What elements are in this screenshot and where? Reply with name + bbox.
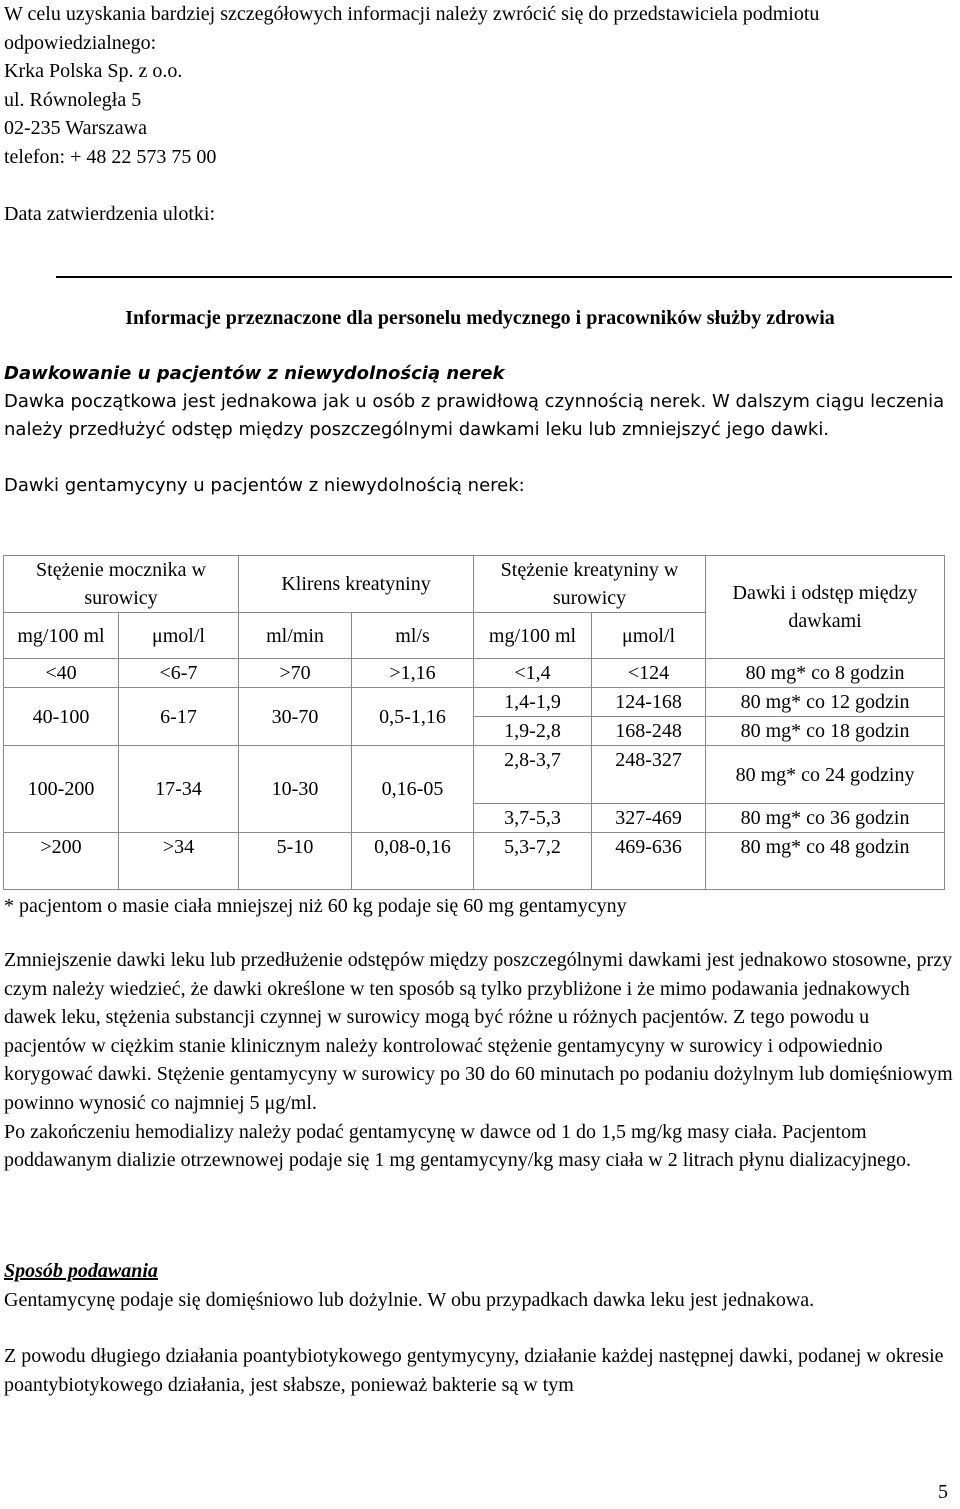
table-cell: 2,8-3,7: [474, 746, 592, 804]
table-cell: 5,3-7,2: [474, 833, 592, 890]
company-street: ul. Równoległa 5: [4, 88, 142, 111]
table-cell: 80 mg* co 36 godzin: [706, 804, 945, 833]
table-cell: 469-636: [592, 833, 706, 890]
administration-paragraph: Gentamycynę podaje się domięśniowo lub dożylnie. W obu przypadkach dawka leku jest jednakowa.: [4, 1288, 815, 1311]
table-caption: Dawki gentamycyny u pacjentów z niewydolnością nerek:: [4, 475, 525, 496]
dose-header: Dawki i odstęp między dawkami: [706, 556, 945, 659]
company-city: 02-235 Warszawa: [4, 117, 147, 140]
table-row: [4, 659, 945, 688]
table-row: [4, 688, 945, 717]
table-cell: 0,08-0,16: [352, 833, 474, 890]
page-number: 5: [938, 1481, 948, 1503]
administration-heading: Sposób podawania: [4, 1260, 158, 1282]
table-cell: 80 mg* co 8 godzin: [706, 659, 945, 688]
paragraphs-block: [4, 946, 954, 1175]
table-cell: 40-100: [4, 688, 119, 746]
table-cell: 80 mg* co 24 godziny: [706, 746, 945, 804]
company-phone: telefon: + 48 22 573 75 00: [4, 145, 217, 168]
table-cell: 168-248: [592, 717, 706, 746]
table-cell: 248-327: [592, 746, 706, 804]
postantibiotic-paragraph: Z powodu długiego działania poantybiotykowego gentymycyny, działanie każdej następnej dawki, podanej w okresie poantybiotykowego działania, jest słabsze, ponieważ bakterie są w tym: [4, 1345, 944, 1396]
table-cell: 80 mg* co 18 godzin: [706, 717, 945, 746]
dialysis-paragraph: Po zakończeniu hemodializy należy podać gentamycynę w dawce od 1 do 1,5 mg/kg masy ciała. Pacjentom poddawanym dializie otrzewnowej podaje się 1 mg gentamycyny/kg masy ciała w 2 litrach płynu dializacyjnego.: [4, 1120, 911, 1172]
table-cell: <1,4: [474, 659, 592, 688]
unit-cell: ml/min: [239, 613, 352, 659]
table-cell: 1,4-1,9: [474, 688, 592, 717]
table-cell: 6-17: [119, 688, 239, 746]
creatinine-header: Stężenie kreatyniny w surowicy: [474, 556, 706, 613]
separator-line: [56, 276, 952, 278]
clearance-header: Klirens kreatyniny: [239, 556, 474, 613]
table-cell: 0,5-1,16: [352, 688, 474, 746]
table-cell: 327-469: [592, 804, 706, 833]
table-row: [4, 833, 945, 890]
renal-section: [4, 360, 954, 500]
dose-table: [3, 555, 945, 890]
table-cell: 10-30: [239, 746, 352, 833]
section-title: Informacje przeznaczone dla personelu medycznego i pracowników służby zdrowia: [125, 307, 835, 329]
table-cell: >200: [4, 833, 119, 890]
renal-heading: Dawkowanie u pacjentów z niewydolnością nerek: [4, 363, 505, 384]
table-cell: 3,7-5,3: [474, 804, 592, 833]
approval-date-label: Data zatwierdzenia ulotki:: [4, 202, 216, 225]
table-cell: <124: [592, 659, 706, 688]
contact-block: [4, 0, 954, 228]
table-cell: 5-10: [239, 833, 352, 890]
table-cell: 80 mg* co 48 godzin: [706, 833, 945, 890]
table-cell: 17-34: [119, 746, 239, 833]
table-cell: 80 mg* co 12 godzin: [706, 688, 945, 717]
table-cell: 1,9-2,8: [474, 717, 592, 746]
unit-cell: μmol/l: [592, 613, 706, 659]
company-name: Krka Polska Sp. z o.o.: [4, 60, 183, 83]
table-cell: <40: [4, 659, 119, 688]
unit-cell: ml/s: [352, 613, 474, 659]
table-cell: 0,16-05: [352, 746, 474, 833]
table-cell: 100-200: [4, 746, 119, 833]
table-cell: 30-70: [239, 688, 352, 746]
table-row: [4, 746, 945, 804]
unit-cell: μmol/l: [119, 613, 239, 659]
contact-intro: W celu uzyskania bardziej szczegółowych informacji należy zwrócić się do przedstawiciela podmiotu odpowiedzialnego:: [4, 3, 820, 54]
table-header-row: [4, 556, 945, 613]
unit-cell: mg/100 ml: [4, 613, 119, 659]
unit-cell: mg/100 ml: [474, 613, 592, 659]
urea-header: Stężenie mocznika w surowicy: [4, 556, 239, 613]
renal-paragraph: Dawka początkowa jest jednakowa jak u osób z prawidłową czynnością nerek. W dalszym ciągu leczenia należy przedłużyć odstęp między poszczególnymi dawkami leku lub zmniejszyć jego dawki.: [4, 391, 945, 440]
table-footnote: * pacjentom o masie ciała mniejszej niż 60 kg podaje się 60 mg gentamycyny: [4, 895, 627, 917]
table-cell: >70: [239, 659, 352, 688]
table-cell: >34: [119, 833, 239, 890]
table-cell: 124-168: [592, 688, 706, 717]
dose-adjustment-paragraph: Zmniejszenie dawki leku lub przedłużenie odstępów między poszczególnymi dawkami jest jednakowo stosowne, przy czym należy wiedzieć, że dawki określone w ten sposób są tylko przybliżone i że mimo podawania jednakowych dawek leku, stężenia substancji czynnej w surowicy mogą być różne u różnych pacjentów. Z tego powodu u pacjentów w ciężkim stanie klinicznym należy kontrolować stężenie gentamycyny w surowicy i odpowiednio korygować dawki. Stężenie gentamycyny w surowicy po 30 do 60 minutach po podaniu dożylnym lub domięśniowym powinno wynosić co najmniej 5 μg/ml.: [4, 949, 953, 1114]
table-cell: >1,16: [352, 659, 474, 688]
administration-section: [4, 1257, 954, 1399]
table-cell: <6-7: [119, 659, 239, 688]
